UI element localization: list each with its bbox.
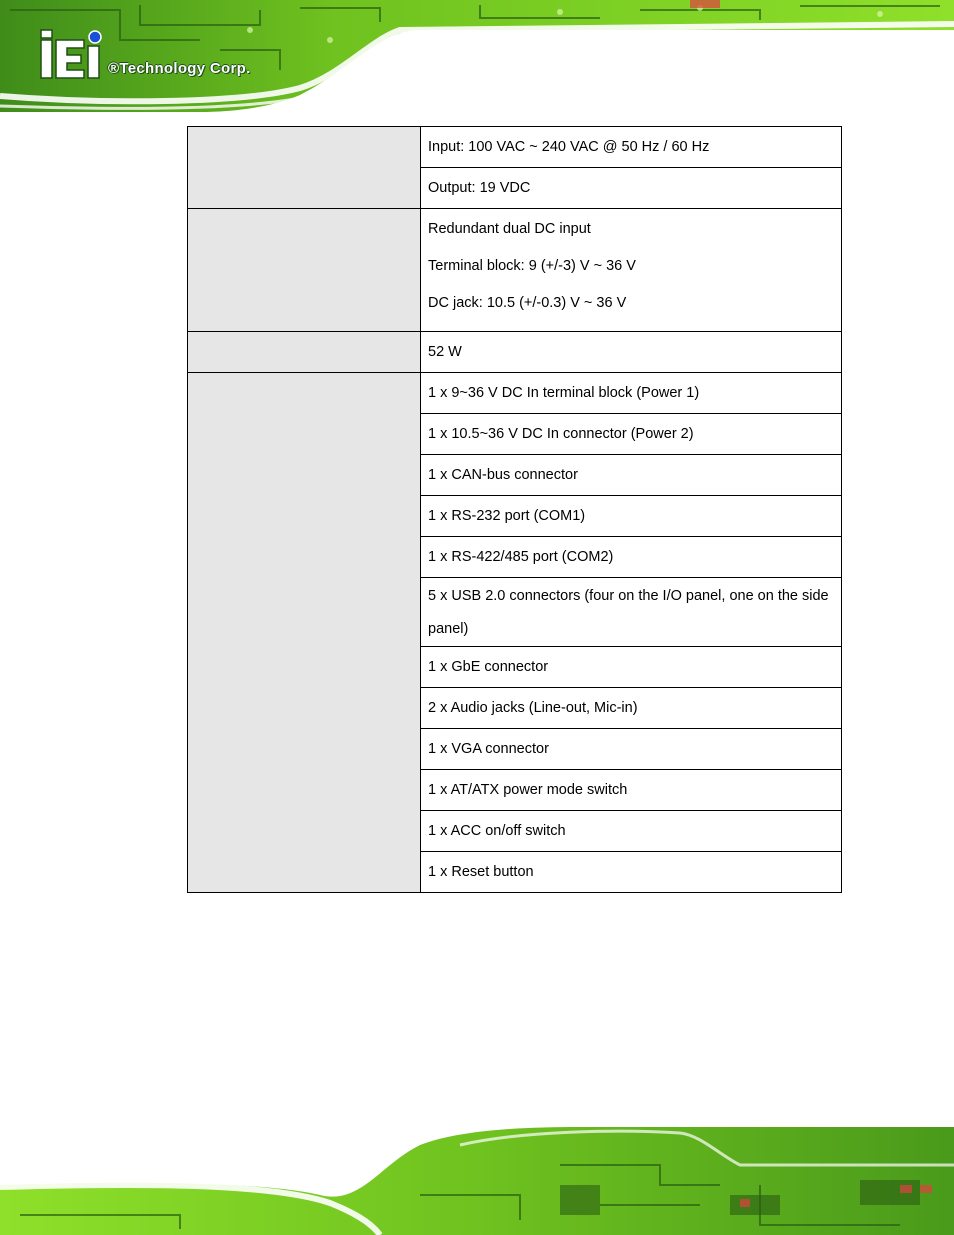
table-row xyxy=(188,332,842,373)
table-cell: 2 x Audio jacks (Line-out, Mic-in) xyxy=(421,688,842,729)
table-cell: 1 x RS-232 port (COM1) xyxy=(421,496,842,537)
table-cell xyxy=(421,209,842,332)
table-cell: 1 x 10.5~36 V DC In connector (Power 2) xyxy=(421,414,842,455)
table-cell: 52 W xyxy=(421,332,842,373)
cell-line: DC jack: 10.5 (+/-0.3) V ~ 36 V xyxy=(428,295,627,311)
row-label xyxy=(188,209,421,332)
brand-text: ®Technology Corp. xyxy=(108,60,251,77)
iei-logo-icon xyxy=(38,28,108,80)
table-row xyxy=(188,373,842,414)
header-banner xyxy=(0,0,954,112)
table-cell: 5 x USB 2.0 connectors (four on the I/O panel, one on the side panel) xyxy=(421,578,842,647)
table-row xyxy=(188,209,842,332)
table-cell: Output: 19 VDC xyxy=(421,168,842,209)
footer-banner xyxy=(0,1125,954,1235)
table-cell: 1 x 9~36 V DC In terminal block (Power 1) xyxy=(421,373,842,414)
table-cell: 1 x CAN-bus connector xyxy=(421,455,842,496)
table-cell: 1 x ACC on/off switch xyxy=(421,811,842,852)
cell-line: Redundant dual DC input xyxy=(428,221,591,237)
table-cell: 1 x AT/ATX power mode switch xyxy=(421,770,842,811)
row-label xyxy=(188,332,421,373)
table-cell: 1 x VGA connector xyxy=(421,729,842,770)
cell-line: Terminal block: 9 (+/-3) V ~ 36 V xyxy=(428,258,636,274)
spec-table xyxy=(187,126,842,893)
table-cell: 1 x Reset button xyxy=(421,852,842,893)
table-cell: Input: 100 VAC ~ 240 VAC @ 50 Hz / 60 Hz xyxy=(421,127,842,168)
table-cell: 1 x GbE connector xyxy=(421,647,842,688)
row-label xyxy=(188,373,421,893)
table-cell: 1 x RS-422/485 port (COM2) xyxy=(421,537,842,578)
row-label xyxy=(188,127,421,209)
table-row xyxy=(188,127,842,168)
